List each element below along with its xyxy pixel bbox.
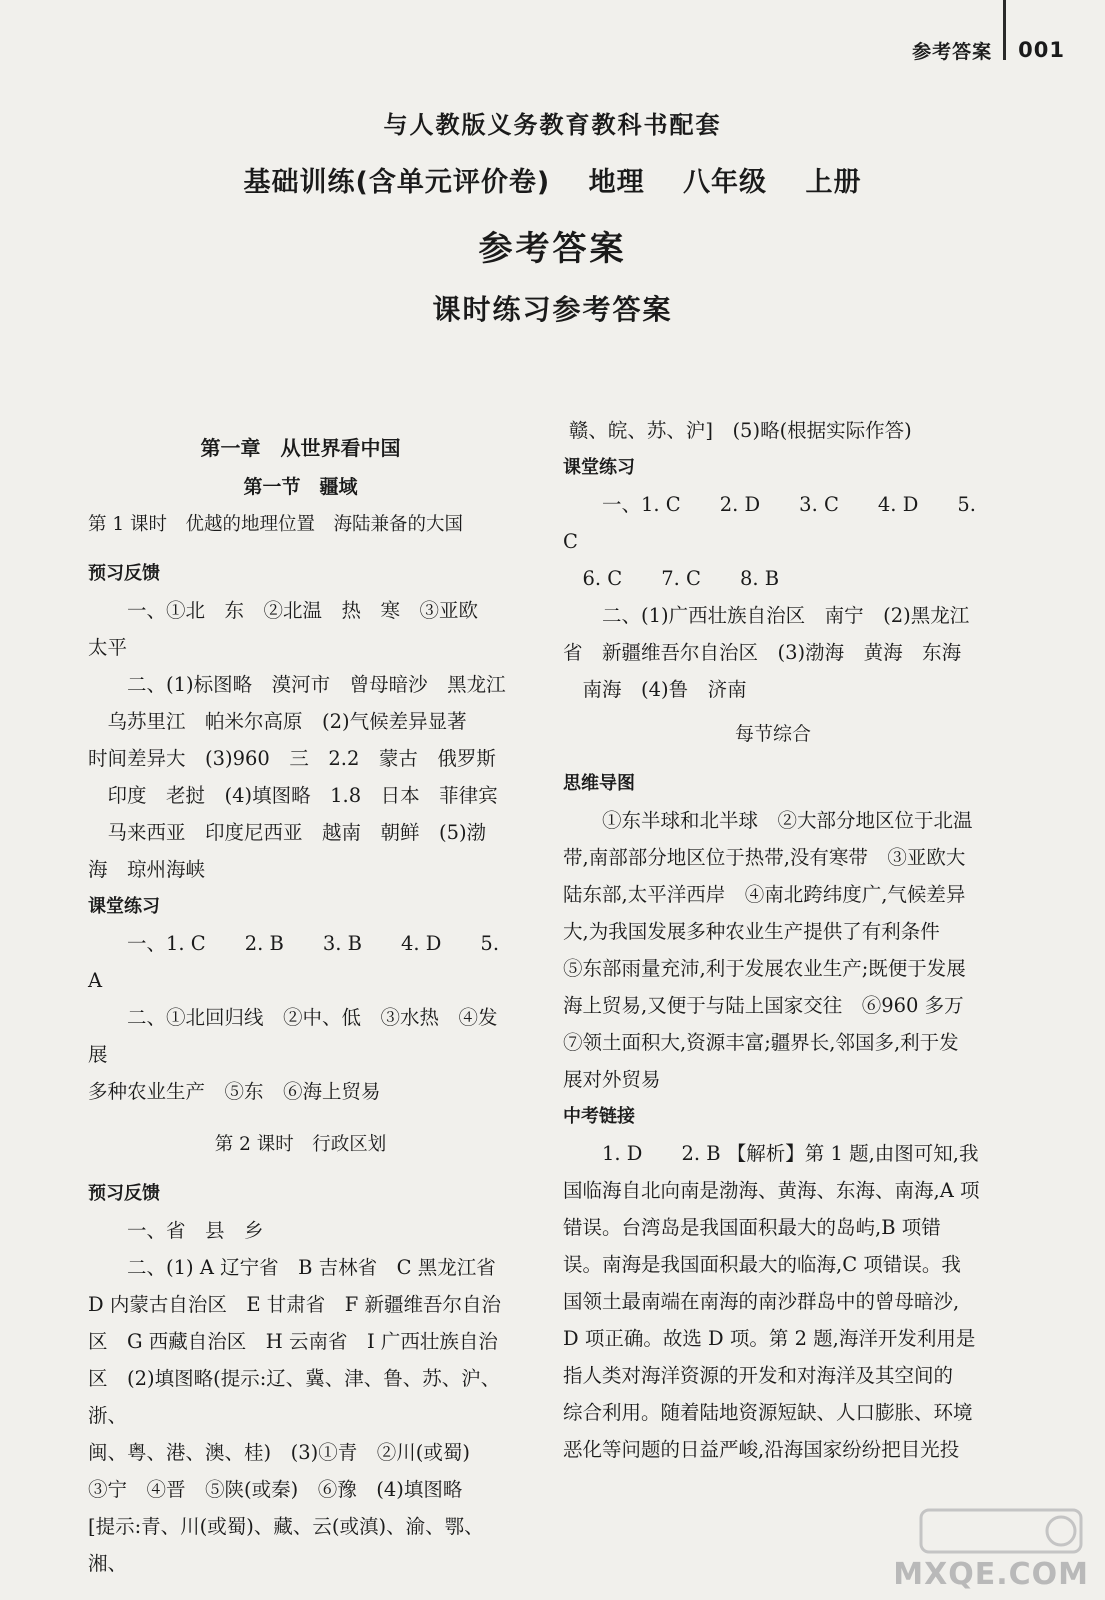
answer-line: 太平 bbox=[88, 636, 128, 659]
exam-link-answers bbox=[563, 1135, 983, 1468]
book-title-part: 上册 bbox=[805, 167, 862, 198]
answer-line: 误。南海是我国面积最大的临海,C 项错误。我 bbox=[563, 1253, 961, 1276]
answer-line: 二、①北回归线 ②中、低 ③水热 ④发展 bbox=[88, 1006, 498, 1066]
lesson-heading: 第 2 课时 行政区划 bbox=[214, 1134, 387, 1155]
section-heading: 第一节 疆域 bbox=[243, 476, 358, 498]
answer-line: 省 新疆维吾尔自治区 (3)渤海 黄海 东海 bbox=[563, 641, 962, 664]
answer-line: 南海 (4)鲁 济南 bbox=[582, 678, 747, 701]
main-title: 参考答案 bbox=[478, 229, 627, 269]
class-practice-answers bbox=[563, 486, 983, 708]
answer-line: 二、(1) A 辽宁省 B 吉林省 C 黑龙江省 bbox=[127, 1256, 496, 1279]
answer-line: 一、省 县 乡 bbox=[127, 1219, 264, 1242]
answer-line: 恶化等问题的日益严峻,沿海国家纷纷把目光投 bbox=[563, 1438, 960, 1461]
mindmap-answers bbox=[563, 802, 983, 1098]
lesson-heading: 第 1 课时 优越的地理位置 海陆兼备的大国 bbox=[88, 514, 464, 535]
answer-line: ③宁 ④晋 ⑤陕(或秦) ⑥豫 (4)填图略 bbox=[88, 1478, 463, 1501]
answer-line: 指人类对海洋资源的开发和对海洋及其空间的 bbox=[563, 1364, 954, 1387]
preview-heading: 预习反馈 bbox=[88, 1183, 160, 1204]
page-header bbox=[912, 30, 1065, 70]
answer-line: 区 (2)填图略(提示:辽、冀、津、鲁、苏、沪、浙、 bbox=[88, 1367, 501, 1427]
answer-line: 闽、粤、港、澳、桂) (3)①青 ②川(或蜀) bbox=[88, 1441, 470, 1464]
exam-link-heading: 中考链接 bbox=[563, 1106, 635, 1127]
answer-line: 一、1. C 2. B 3. B 4. D 5. A bbox=[88, 932, 500, 992]
answer-line: ⑦领土面积大,资源丰富;疆界长,邻国多,利于发 bbox=[563, 1031, 959, 1054]
answer-line: 赣、皖、苏、沪] (5)略(根据实际作答) bbox=[568, 419, 912, 442]
answer-line: 1. D 2. B 【解析】第 1 题,由图可知,我 bbox=[602, 1142, 979, 1165]
class-practice-heading: 课堂练习 bbox=[563, 457, 635, 478]
answer-line: 海上贸易,又便于与陆上国家交往 ⑥960 多万 bbox=[563, 994, 964, 1017]
answer-line: 综合利用。随着陆地资源短缺、人口膨胀、环境 bbox=[563, 1401, 973, 1424]
book-series-title: 与人教版义务教育教科书配套 bbox=[383, 111, 722, 139]
answer-line: 马来西亚 印度尼西亚 越南 朝鲜 (5)渤 bbox=[107, 821, 487, 844]
answer-line: D 内蒙古自治区 E 甘肃省 F 新疆维吾尔自治 bbox=[88, 1293, 501, 1316]
answer-line: 6. C 7. C 8. B bbox=[582, 567, 780, 590]
answer-line: D 项正确。故选 D 项。第 2 题,海洋开发利用是 bbox=[563, 1327, 976, 1350]
answer-line: 国领土最南端在南海的南沙群岛中的曾母暗沙, bbox=[563, 1290, 960, 1313]
answer-line: 海 琼州海峡 bbox=[88, 858, 206, 881]
answer-line: 陆东部,太平洋西岸 ④南北跨纬度广,气候差异 bbox=[563, 883, 966, 906]
answer-line: 二、(1)广西壮族自治区 南宁 (2)黑龙江 bbox=[602, 604, 970, 627]
book-title-part: 基础训练(含单元评价卷) bbox=[243, 167, 551, 198]
preview-answers bbox=[88, 1212, 513, 1582]
book-title-part: 地理 bbox=[588, 167, 645, 198]
left-column bbox=[88, 430, 513, 1582]
title-block bbox=[0, 105, 1105, 328]
answer-line: 时间差异大 (3)960 三 2.2 蒙古 俄罗斯 bbox=[88, 747, 496, 770]
answer-line: ①东半球和北半球 ②大部分地区位于北温 bbox=[602, 809, 973, 832]
header-section-title: 参考答案 bbox=[912, 40, 993, 63]
answer-line: 大,为我国发展多种农业生产提供了有利条件 bbox=[563, 920, 940, 943]
answer-line: 乌苏里江 帕米尔高原 (2)气候差异显著 bbox=[107, 710, 467, 733]
answer-line: 一、1. C 2. D 3. C 4. D 5. C bbox=[563, 493, 976, 553]
answer-line: ⑤东部雨量充沛,利于发展农业生产;既便于发展 bbox=[563, 957, 966, 980]
answer-line: 国临海自北向南是渤海、黄海、东海、南海,A 项 bbox=[563, 1179, 980, 1202]
answer-line: 带,南部部分地区位于热带,没有寒带 ③亚欧大 bbox=[563, 846, 966, 869]
book-title bbox=[0, 160, 1105, 199]
class-practice-answers bbox=[88, 925, 513, 1110]
watermark-text: MXQE.COM bbox=[893, 1557, 1089, 1592]
book-title-part: 八年级 bbox=[683, 167, 768, 198]
answer-line: 错误。台湾岛是我国面积最大的岛屿,B 项错 bbox=[563, 1216, 941, 1239]
class-practice-heading: 课堂练习 bbox=[88, 896, 160, 917]
page-number: 001 bbox=[1018, 38, 1065, 62]
sub-title: 课时练习参考答案 bbox=[432, 293, 673, 326]
chapter-heading: 第一章 从世界看中国 bbox=[200, 436, 401, 460]
answer-line: 展对外贸易 bbox=[563, 1068, 661, 1091]
answer-line: 二、(1)标图略 漠河市 曾母暗沙 黑龙江 bbox=[127, 673, 506, 696]
right-column bbox=[563, 412, 983, 1468]
mindmap-heading: 思维导图 bbox=[563, 773, 635, 794]
preview-answers bbox=[88, 592, 513, 888]
section-summary-heading: 每节综合 bbox=[734, 723, 811, 745]
preview-heading: 预习反馈 bbox=[88, 563, 160, 584]
answer-line: 印度 老挝 (4)填图略 1.8 日本 菲律宾 bbox=[107, 784, 498, 807]
answer-line: 区 G 西藏自治区 H 云南省 I 广西壮族自治 bbox=[88, 1330, 498, 1353]
answer-line: [提示:青、川(或蜀)、藏、云(或滇)、渝、鄂、湘、 bbox=[88, 1515, 484, 1575]
answer-line: 多种农业生产 ⑤东 ⑥海上贸易 bbox=[88, 1080, 381, 1103]
answer-line: 一、①北 东 ②北温 热 寒 ③亚欧 bbox=[127, 599, 479, 622]
